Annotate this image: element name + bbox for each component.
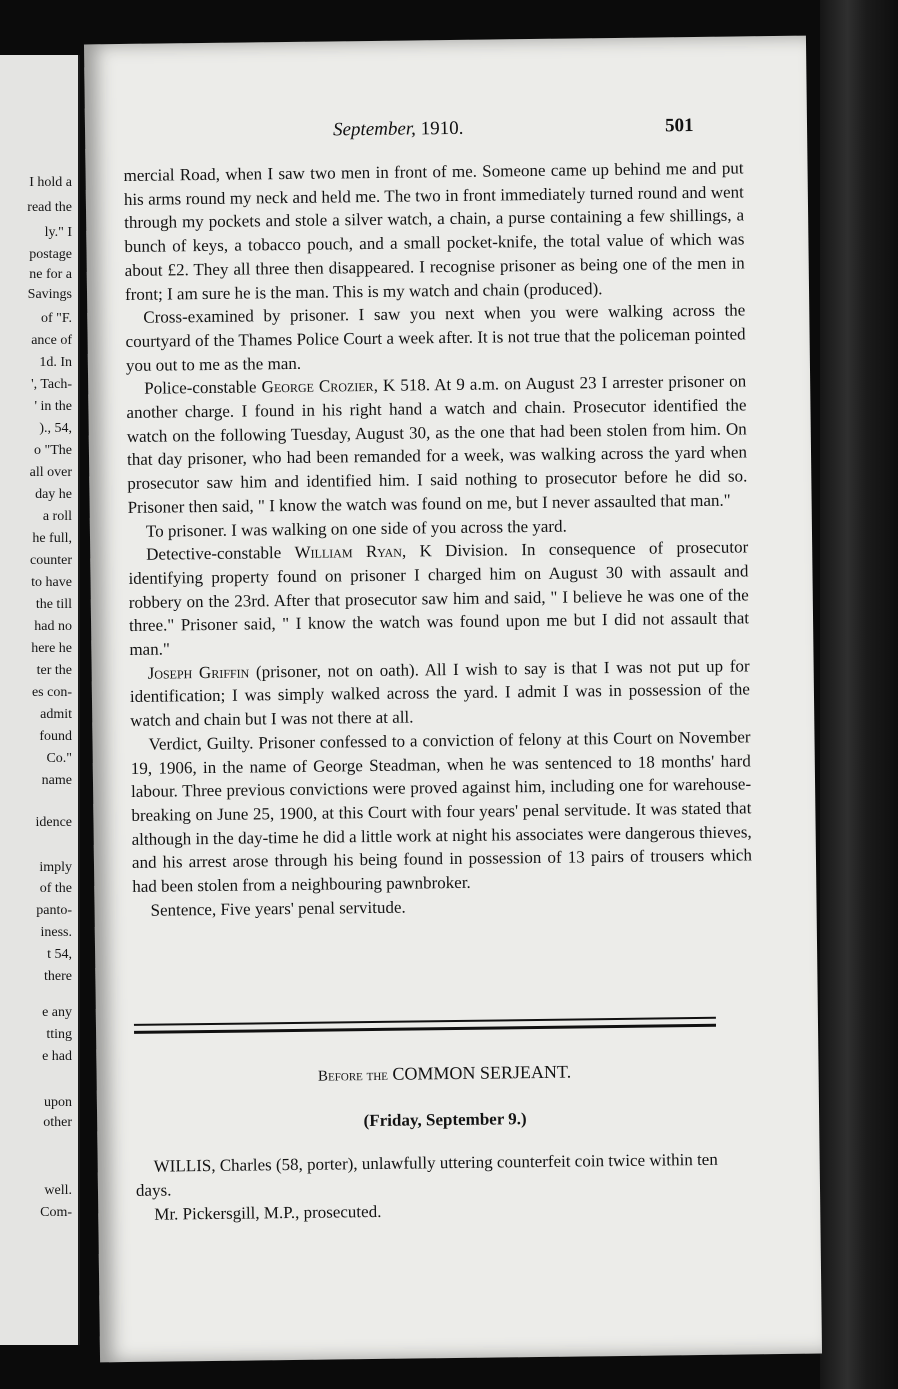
witness-name: William Ryan — [294, 541, 403, 563]
book-edge — [820, 0, 898, 1389]
facing-page-text: had no — [34, 619, 72, 634]
document-page — [84, 36, 822, 1363]
facing-page-text: Co." — [46, 751, 72, 766]
facing-page-text: ', Tach- — [31, 377, 72, 392]
facing-page-text: panto- — [36, 903, 72, 918]
facing-page-text: of "F. — [40, 311, 72, 326]
facing-page-text: day he — [35, 487, 72, 502]
paragraph: To prisoner. I was walking on one side of you across the yard. — [145, 516, 567, 541]
facing-page-text: read the — [27, 200, 72, 215]
running-head — [85, 114, 807, 149]
facing-page-text: t 54, — [47, 947, 72, 962]
facing-page-text: a roll — [42, 509, 72, 524]
section-rule — [134, 1017, 716, 1034]
facing-page-text: Com- — [40, 1205, 72, 1220]
facing-page-text: he full, — [32, 531, 72, 546]
paragraph: Detective-constable William Ryan, K Division. In consequence of prosecutor identifying property found on prisoner I charged him on August 30 with assault and robbery on the 23rd. After that prosecutor saw him and said, " I believe he was one of the three." Prisoner said, " I know the watch was found upon me but I did not assault that man." — [128, 537, 750, 660]
facing-page-text: to have — [31, 575, 72, 590]
running-title: September, 1910. — [332, 117, 464, 141]
facing-page-text: e had — [42, 1049, 72, 1064]
facing-page-fragment — [0, 55, 80, 1345]
facing-page-text: ' in the — [34, 399, 72, 414]
paragraph: Joseph Griffin (prisoner, not on oath). All I wish to say is that I was not put up for identification; I was simply walked across the yard. I admit I was in possession of the watch and chain but I was not there at all. — [129, 656, 751, 731]
prisoner-name: Joseph Griffin — [147, 662, 250, 683]
facing-page-text: e any — [42, 1005, 72, 1020]
section-date: (Friday, September 9.) — [363, 1108, 527, 1130]
facing-page-text: admit — [40, 707, 72, 722]
facing-page-text: found — [39, 729, 72, 744]
facing-page-text: ne for a — [29, 267, 72, 282]
facing-page-text: 1d. In — [39, 355, 72, 370]
paragraph: Verdict, Guilty. Prisoner confessed to a conviction of felony at this Court on November 19, 1906, in the name of George Steadman, when he was sentenced to 18 months' hard labour. Three previous convictions were proved against him, including one for warehouse-breaking on June 25, 1900, at this Court with four years' penal servitude. It was stated that although in the day-time he did a little work at night his associates were dangerous thieves, and his arrest arose through his being found in possession of 13 pairs of trousers which had been stolen from a neighbouring pawnbroker. — [130, 727, 753, 897]
paragraph: Cross-examined by prisoner. I saw you next when you were walking across the courtyard of the Thames Police Court a week after. It is not true that the policeman pointed you out to me as the man. — [125, 300, 746, 375]
facing-page-text: o "The — [34, 443, 72, 458]
facing-page-text: ter the — [36, 663, 72, 678]
paragraph: Mr. Pickersgill, M.P., prosecuted. — [154, 1201, 382, 1224]
witness-name: George Crozier — [261, 376, 374, 397]
facing-page-text: )., 54, — [39, 421, 72, 436]
body-text — [123, 156, 752, 922]
paragraph: mercial Road, when I saw two men in front of me. Someone came up behind me and put his arms round my neck and held me. The two in front immediately turned round and went through my pockets and stole a silver watch, a chain, a purse containing a few shillings, a bunch of keys, a tobacco pouch, and a small pocket-knife, the total value of which was about £2. They all three then disappeared. I recognise prisoner as being one of the men in front; I am sure he is the man. This is my watch and chain (produced). — [123, 158, 745, 304]
facing-page-text: postage — [29, 247, 72, 262]
facing-page-text: well. — [44, 1183, 72, 1198]
paragraph: Police-constable George Crozier, K 518. At 9 a.m. on August 23 I arrester prisoner on another charge. I found in his right hand a watch and chain. Prosecutor identified the watch on the following Tuesday, August 30, as the one that had been stolen from him. On that day prisoner, who had been remanded for a week, was walking across the yard when prosecutor saw him and identified him. I said nothing to prosecutor before he did so. Prisoner then said, " I know the watch was found on me, but I never assaulted that man." — [126, 371, 748, 517]
court-section — [134, 1046, 756, 1226]
facing-page-text: there — [44, 969, 72, 984]
facing-page-text: ance of — [31, 333, 72, 348]
facing-page-text: Savings — [27, 287, 72, 302]
facing-page-text: all over — [29, 465, 72, 480]
facing-page-text: of the — [39, 881, 72, 896]
facing-page-text: counter — [30, 553, 72, 568]
facing-page-text: imply — [39, 860, 72, 875]
section-heading: Before the COMMON SERJEANT. — [317, 1061, 572, 1085]
facing-page-text: es con- — [31, 685, 72, 700]
paragraph: WILLIS, Charles (58, porter), unlawfully uttering counterfeit coin twice within ten days. — [135, 1150, 718, 1201]
page-number: 501 — [664, 115, 694, 137]
facing-page-text: upon — [44, 1095, 72, 1110]
facing-page-text: here he — [31, 641, 72, 656]
facing-page-text: idence — [35, 815, 72, 830]
facing-page-text: I hold a — [29, 175, 72, 190]
facing-page-text: ly." I — [44, 225, 72, 240]
facing-page-text: tting — [46, 1027, 72, 1042]
paragraph: Sentence, Five years' penal servitude. — [150, 897, 406, 920]
facing-page-text: the till — [35, 597, 72, 612]
facing-page-text: name — [41, 773, 72, 788]
facing-page-text: other — [43, 1115, 72, 1130]
facing-page-text: iness. — [40, 925, 72, 940]
